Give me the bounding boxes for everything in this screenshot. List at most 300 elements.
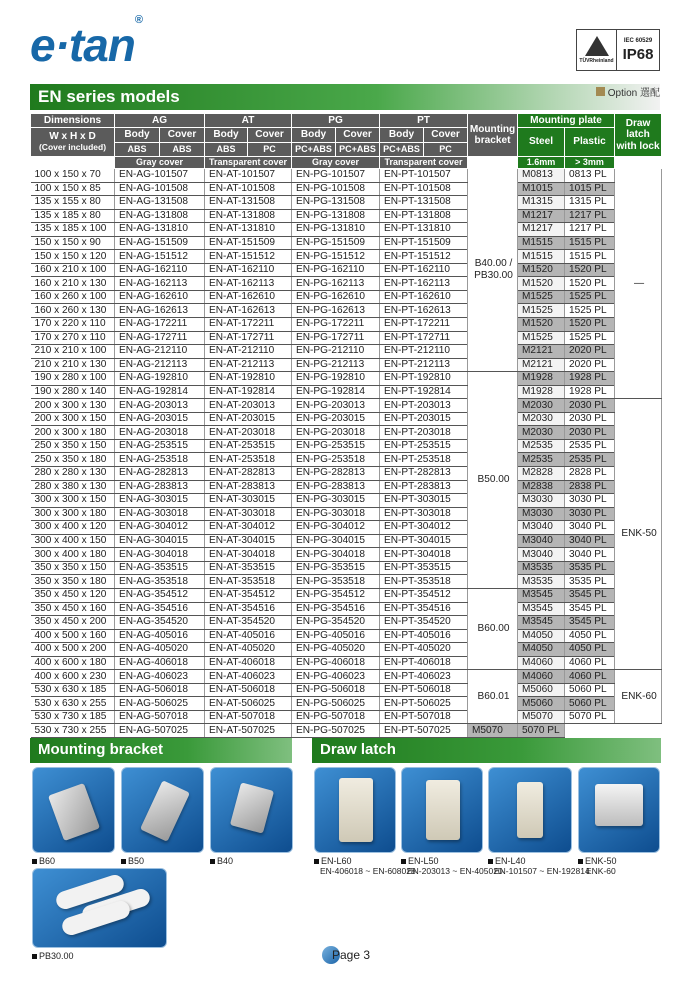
steel-plate-cell: M3030 <box>518 507 565 521</box>
ag-model-cell: EN-AG-131508 <box>115 196 205 210</box>
pt-model-cell: EN-PT-192814 <box>380 385 468 399</box>
pg-model-cell: EN-PG-131508 <box>292 196 380 210</box>
latch-en-l60-photo <box>314 767 396 853</box>
steel-plate-cell: M2121 <box>518 358 565 372</box>
pg-model-cell: EN-PG-203013 <box>292 399 380 413</box>
header-pt: PT <box>380 114 468 128</box>
latch-enk-photo <box>578 767 660 853</box>
steel-plate-cell: M1520 <box>518 318 565 332</box>
draw-latch-cell: ENK-60 <box>615 670 662 724</box>
mounting-bracket-cell: B60.00 <box>468 588 518 669</box>
at-model-cell: EN-AT-162613 <box>205 304 292 318</box>
dimension-cell: 200 x 300 x 130 <box>31 399 115 413</box>
steel-plate-cell: M1525 <box>518 290 565 304</box>
at-model-cell: EN-AT-151512 <box>205 250 292 264</box>
plastic-plate-cell: 1928 PL <box>565 385 615 399</box>
caption-b50: B50 <box>121 856 144 866</box>
table-row <box>31 683 662 697</box>
header-pg-body: Body <box>292 128 336 143</box>
table-row <box>31 385 662 399</box>
dimension-cell: 400 x 600 x 230 <box>31 670 115 684</box>
table-row <box>31 629 662 643</box>
table-row <box>31 290 662 304</box>
table-row <box>31 345 662 359</box>
pt-model-cell: EN-PT-354516 <box>380 602 468 616</box>
at-model-cell: EN-AT-354512 <box>205 588 292 602</box>
pg-model-cell: EN-PG-303015 <box>292 494 380 508</box>
draw-latch-cell: — <box>615 169 662 399</box>
plastic-plate-cell: 1525 PL <box>565 304 615 318</box>
draw-latch-title: Draw latch <box>312 738 661 763</box>
steel-plate-cell: M3535 <box>518 561 565 575</box>
dimension-cell: 170 x 220 x 110 <box>31 318 115 332</box>
plastic-plate-cell: 1520 PL <box>565 277 615 291</box>
dimension-cell: 160 x 260 x 100 <box>31 290 115 304</box>
steel-plate-cell: M3545 <box>518 616 565 630</box>
ag-model-cell: EN-AG-131810 <box>115 223 205 237</box>
header-dimensions: Dimensions <box>31 114 115 128</box>
dimension-cell: 350 x 450 x 160 <box>31 602 115 616</box>
ag-model-cell: EN-AG-101507 <box>115 169 205 183</box>
pg-model-cell: EN-PG-353515 <box>292 561 380 575</box>
header-at: AT <box>205 114 292 128</box>
mounting-bracket-cell: B50.00 <box>468 372 518 589</box>
plastic-plate-cell: 1217 PL <box>565 209 615 223</box>
header-pg-body-material: PC+ABS <box>292 143 336 157</box>
dimension-cell: 200 x 300 x 180 <box>31 426 115 440</box>
header-transparent-cover-pt: Transparent cover <box>380 157 468 169</box>
steel-plate-cell: M2535 <box>518 439 565 453</box>
ag-model-cell: EN-AG-406018 <box>115 656 205 670</box>
steel-plate-cell: M4060 <box>518 670 565 684</box>
header-mounting-bracket: Mounting bracket <box>468 114 518 157</box>
dimension-cell: 250 x 350 x 180 <box>31 453 115 467</box>
pt-model-cell: EN-PT-101508 <box>380 182 468 196</box>
header-steel: Steel <box>518 128 565 157</box>
dimension-cell: 250 x 350 x 150 <box>31 439 115 453</box>
header-draw-latch: Draw latch with lock <box>615 114 662 157</box>
caption-b60: B60 <box>32 856 55 866</box>
plastic-plate-cell: 2828 PL <box>565 467 615 481</box>
pg-model-cell: EN-PG-162613 <box>292 304 380 318</box>
header-at-body: Body <box>205 128 248 143</box>
etan-logo: e·tan® <box>30 13 143 71</box>
plastic-plate-cell: 0813 PL <box>565 169 615 183</box>
dimension-cell: 530 x 630 x 255 <box>31 697 115 711</box>
steel-plate-cell: M3545 <box>518 588 565 602</box>
ag-model-cell: EN-AG-506018 <box>115 683 205 697</box>
at-model-cell: EN-AT-507025 <box>205 724 292 738</box>
at-model-cell: EN-AT-162110 <box>205 263 292 277</box>
steel-plate-cell: M3030 <box>518 494 565 508</box>
steel-plate-cell: M1525 <box>518 304 565 318</box>
steel-plate-cell: M3545 <box>518 602 565 616</box>
dimension-cell: 135 x 185 x 80 <box>31 209 115 223</box>
at-model-cell: EN-AT-172711 <box>205 331 292 345</box>
at-model-cell: EN-AT-192814 <box>205 385 292 399</box>
mounting-bracket-title: Mounting bracket <box>30 738 292 763</box>
steel-plate-cell: M4050 <box>518 629 565 643</box>
at-model-cell: EN-AT-162113 <box>205 277 292 291</box>
latch-en-l40-photo <box>488 767 572 853</box>
ag-model-cell: EN-AG-353515 <box>115 561 205 575</box>
plastic-plate-cell: 3030 PL <box>565 507 615 521</box>
plastic-plate-cell: 5060 PL <box>565 683 615 697</box>
pt-model-cell: EN-PT-212113 <box>380 358 468 372</box>
page-number: Page 3 <box>322 946 370 964</box>
dimension-cell: 530 x 630 x 185 <box>31 683 115 697</box>
table-row <box>31 439 662 453</box>
plastic-plate-cell: 2838 PL <box>565 480 615 494</box>
pg-model-cell: EN-PG-303018 <box>292 507 380 521</box>
steel-plate-cell: M2838 <box>518 480 565 494</box>
pt-model-cell: EN-PT-151512 <box>380 250 468 264</box>
header-gray-cover-ag: Gray cover <box>115 157 205 169</box>
dimension-cell: 135 x 155 x 80 <box>31 196 115 210</box>
steel-plate-cell: M2030 <box>518 426 565 440</box>
steel-plate-cell: M1515 <box>518 236 565 250</box>
pg-model-cell: EN-PG-172211 <box>292 318 380 332</box>
dimension-cell: 300 x 300 x 150 <box>31 494 115 508</box>
pg-model-cell: EN-PG-151509 <box>292 236 380 250</box>
at-model-cell: EN-AT-151509 <box>205 236 292 250</box>
dimension-cell: 100 x 150 x 70 <box>31 169 115 183</box>
dimension-cell: 160 x 260 x 130 <box>31 304 115 318</box>
at-model-cell: EN-AT-354516 <box>205 602 292 616</box>
dimension-cell: 100 x 150 x 85 <box>31 182 115 196</box>
ag-model-cell: EN-AG-405016 <box>115 629 205 643</box>
table-row <box>31 670 662 684</box>
pg-model-cell: EN-PG-354512 <box>292 588 380 602</box>
plastic-plate-cell: 1525 PL <box>565 290 615 304</box>
ag-model-cell: EN-AG-303015 <box>115 494 205 508</box>
ag-model-cell: EN-AG-354516 <box>115 602 205 616</box>
option-legend: Option 選配 <box>596 84 660 99</box>
plastic-plate-cell: 3535 PL <box>565 561 615 575</box>
header-ag: AG <box>115 114 205 128</box>
pg-model-cell: EN-PG-101507 <box>292 169 380 183</box>
pt-model-cell: EN-PT-203013 <box>380 399 468 413</box>
pg-model-cell: EN-PG-101508 <box>292 182 380 196</box>
ag-model-cell: EN-AG-507025 <box>115 724 205 738</box>
steel-plate-cell: M4060 <box>518 656 565 670</box>
pg-model-cell: EN-PG-405020 <box>292 643 380 657</box>
ag-model-cell: EN-AG-253518 <box>115 453 205 467</box>
ag-model-cell: EN-AG-131808 <box>115 209 205 223</box>
dimension-cell: 210 x 210 x 130 <box>31 358 115 372</box>
header-ag-body: Body <box>115 128 160 143</box>
ag-model-cell: EN-AG-406023 <box>115 670 205 684</box>
at-model-cell: EN-AT-406018 <box>205 656 292 670</box>
ag-model-cell: EN-AG-507018 <box>115 710 205 724</box>
steel-plate-cell: M2121 <box>518 345 565 359</box>
plastic-plate-cell: 2020 PL <box>565 358 615 372</box>
plastic-plate-cell: 2030 PL <box>565 412 615 426</box>
ag-model-cell: EN-AG-283813 <box>115 480 205 494</box>
pt-model-cell: EN-PT-303015 <box>380 494 468 508</box>
pg-model-cell: EN-PG-406023 <box>292 670 380 684</box>
ag-model-cell: EN-AG-353518 <box>115 575 205 589</box>
header-ag-body-material: ABS <box>115 143 160 157</box>
table-row <box>31 263 662 277</box>
pt-model-cell: EN-PT-282813 <box>380 467 468 481</box>
header-steel-thickness: 1.6mm <box>518 157 565 169</box>
plastic-plate-cell: 5070 PL <box>565 710 615 724</box>
pt-model-cell: EN-PT-304012 <box>380 521 468 535</box>
plastic-plate-cell: 5060 PL <box>565 697 615 711</box>
pt-model-cell: EN-PT-101507 <box>380 169 468 183</box>
pg-model-cell: EN-PG-353518 <box>292 575 380 589</box>
plastic-plate-cell: 3535 PL <box>565 575 615 589</box>
ag-model-cell: EN-AG-162110 <box>115 263 205 277</box>
pt-model-cell: EN-PT-131808 <box>380 209 468 223</box>
plastic-plate-cell: 3040 PL <box>565 534 615 548</box>
pt-model-cell: EN-PT-253518 <box>380 453 468 467</box>
ag-model-cell: EN-AG-172211 <box>115 318 205 332</box>
table-row <box>31 236 662 250</box>
steel-plate-cell: M2030 <box>518 412 565 426</box>
pt-model-cell: EN-PT-172711 <box>380 331 468 345</box>
at-model-cell: EN-AT-507018 <box>205 710 292 724</box>
dimension-cell: 400 x 600 x 180 <box>31 656 115 670</box>
bracket-b50-photo <box>121 767 204 853</box>
models-table <box>30 113 662 738</box>
table-row <box>31 358 662 372</box>
steel-plate-cell: M1515 <box>518 250 565 264</box>
ag-model-cell: EN-AG-151509 <box>115 236 205 250</box>
steel-plate-cell: M1928 <box>518 372 565 386</box>
latch-en-l50-photo <box>401 767 483 853</box>
pt-model-cell: EN-PT-283813 <box>380 480 468 494</box>
pt-model-cell: EN-PT-405016 <box>380 629 468 643</box>
steel-plate-cell: M5070 <box>468 724 518 738</box>
pt-model-cell: EN-PT-507025 <box>380 724 468 738</box>
pt-model-cell: EN-PT-507018 <box>380 710 468 724</box>
iec-label: IEC 60529 <box>623 37 653 44</box>
at-model-cell: EN-AT-304018 <box>205 548 292 562</box>
pg-model-cell: EN-PG-253518 <box>292 453 380 467</box>
pg-model-cell: EN-PG-203018 <box>292 426 380 440</box>
table-row <box>31 480 662 494</box>
dimension-cell: 300 x 400 x 120 <box>31 521 115 535</box>
pt-model-cell: EN-PT-353518 <box>380 575 468 589</box>
dimension-cell: 170 x 270 x 110 <box>31 331 115 345</box>
at-model-cell: EN-AT-405016 <box>205 629 292 643</box>
at-model-cell: EN-AT-353518 <box>205 575 292 589</box>
draw-latch-cell: ENK-50 <box>615 399 662 670</box>
mounting-bracket-cell: B40.00 / PB30.00 <box>468 169 518 372</box>
ag-model-cell: EN-AG-304015 <box>115 534 205 548</box>
pg-model-cell: EN-PG-151512 <box>292 250 380 264</box>
pg-model-cell: EN-PG-282813 <box>292 467 380 481</box>
pt-model-cell: EN-PT-354520 <box>380 616 468 630</box>
plastic-plate-cell: 3030 PL <box>565 494 615 508</box>
ag-model-cell: EN-AG-354512 <box>115 588 205 602</box>
table-row <box>31 521 662 535</box>
pg-model-cell: EN-PG-131810 <box>292 223 380 237</box>
pt-model-cell: EN-PT-162610 <box>380 290 468 304</box>
plastic-plate-cell: 2535 PL <box>565 439 615 453</box>
dimension-cell: 350 x 350 x 180 <box>31 575 115 589</box>
steel-plate-cell: M1525 <box>518 331 565 345</box>
header-plastic-thickness: > 3mm <box>565 157 615 169</box>
at-model-cell: EN-AT-353515 <box>205 561 292 575</box>
caption-b40: B40 <box>210 856 233 866</box>
option-swatch-icon <box>596 87 605 96</box>
ag-model-cell: EN-AG-192810 <box>115 372 205 386</box>
range-en-l60: EN-406018 ~ EN-608028 <box>320 866 416 876</box>
plastic-plate-cell: 1525 PL <box>565 331 615 345</box>
steel-plate-cell: M1315 <box>518 196 565 210</box>
pt-model-cell: EN-PT-354512 <box>380 588 468 602</box>
table-row <box>31 602 662 616</box>
pt-model-cell: EN-PT-253515 <box>380 439 468 453</box>
plastic-plate-cell: 1217 PL <box>565 223 615 237</box>
header-pg-cover-material: PC+ABS <box>336 143 380 157</box>
at-model-cell: EN-AT-253515 <box>205 439 292 453</box>
dimension-cell: 280 x 280 x 130 <box>31 467 115 481</box>
table-row <box>31 467 662 481</box>
caption-en-l60: EN-L60 <box>314 856 352 866</box>
plastic-plate-cell: 3040 PL <box>565 548 615 562</box>
header-pg: PG <box>292 114 380 128</box>
range-en-l40: EN-101507 ~ EN-192814 <box>494 866 590 876</box>
table-row <box>31 182 662 196</box>
header-ag-cover-material: ABS <box>160 143 205 157</box>
header-at-cover-material: PC <box>248 143 292 157</box>
at-model-cell: EN-AT-406023 <box>205 670 292 684</box>
at-model-cell: EN-AT-192810 <box>205 372 292 386</box>
dimension-cell: 530 x 730 x 185 <box>31 710 115 724</box>
table-row <box>31 656 662 670</box>
at-model-cell: EN-AT-282813 <box>205 467 292 481</box>
steel-plate-cell: M2030 <box>518 399 565 413</box>
steel-plate-cell: M5060 <box>518 697 565 711</box>
pt-model-cell: EN-PT-406023 <box>380 670 468 684</box>
pt-model-cell: EN-PT-162613 <box>380 304 468 318</box>
header-at-body-material: ABS <box>205 143 248 157</box>
steel-plate-cell: M1520 <box>518 277 565 291</box>
pt-model-cell: EN-PT-506018 <box>380 683 468 697</box>
table-row <box>31 169 662 183</box>
ag-model-cell: EN-AG-304018 <box>115 548 205 562</box>
dimension-cell: 210 x 210 x 100 <box>31 345 115 359</box>
table-row <box>31 209 662 223</box>
caption-en-l40: EN-L40 <box>488 856 526 866</box>
pg-model-cell: EN-PG-131808 <box>292 209 380 223</box>
pg-model-cell: EN-PG-304015 <box>292 534 380 548</box>
pg-model-cell: EN-PG-253515 <box>292 439 380 453</box>
ag-model-cell: EN-AG-101508 <box>115 182 205 196</box>
table-row <box>31 399 662 413</box>
range-en-l50: EN-203013 ~ EN-405020 <box>407 866 503 876</box>
steel-plate-cell: M3040 <box>518 534 565 548</box>
bracket-b60-photo <box>32 767 115 853</box>
table-row <box>31 223 662 237</box>
steel-plate-cell: M1520 <box>518 263 565 277</box>
at-model-cell: EN-AT-203013 <box>205 399 292 413</box>
table-row <box>31 277 662 291</box>
pg-model-cell: EN-PG-405016 <box>292 629 380 643</box>
plastic-plate-cell: 1315 PL <box>565 196 615 210</box>
pg-model-cell: EN-PG-162610 <box>292 290 380 304</box>
ag-model-cell: EN-AG-203018 <box>115 426 205 440</box>
pt-model-cell: EN-PT-203018 <box>380 426 468 440</box>
at-model-cell: EN-AT-101508 <box>205 182 292 196</box>
pg-model-cell: EN-PG-354516 <box>292 602 380 616</box>
plastic-plate-cell: 4060 PL <box>565 670 615 684</box>
steel-plate-cell: M1217 <box>518 209 565 223</box>
ag-model-cell: EN-AG-212113 <box>115 358 205 372</box>
mounting-bracket-cell: B60.01 <box>468 670 518 724</box>
at-model-cell: EN-AT-304012 <box>205 521 292 535</box>
at-model-cell: EN-AT-303018 <box>205 507 292 521</box>
pt-model-cell: EN-PT-203015 <box>380 412 468 426</box>
at-model-cell: EN-AT-212110 <box>205 345 292 359</box>
table-row <box>31 318 662 332</box>
pt-model-cell: EN-PT-304015 <box>380 534 468 548</box>
ag-model-cell: EN-AG-151512 <box>115 250 205 264</box>
at-model-cell: EN-AT-354520 <box>205 616 292 630</box>
pt-model-cell: EN-PT-303018 <box>380 507 468 521</box>
dimension-cell: 200 x 300 x 150 <box>31 412 115 426</box>
pg-model-cell: EN-PG-506025 <box>292 697 380 711</box>
pt-model-cell: EN-PT-151509 <box>380 236 468 250</box>
ag-model-cell: EN-AG-354520 <box>115 616 205 630</box>
table-row <box>31 643 662 657</box>
plastic-plate-cell: 3545 PL <box>565 588 615 602</box>
header-gray-cover-pg: Gray cover <box>292 157 380 169</box>
ip68-certification-badge <box>576 29 660 71</box>
ag-model-cell: EN-AG-212110 <box>115 345 205 359</box>
dimension-cell: 530 x 730 x 255 <box>31 724 115 738</box>
ag-model-cell: EN-AG-405020 <box>115 643 205 657</box>
table-row <box>31 372 662 386</box>
ag-model-cell: EN-AG-203013 <box>115 399 205 413</box>
caption-pb30: PB30.00 <box>32 951 74 961</box>
dimension-cell: 150 x 150 x 120 <box>31 250 115 264</box>
at-model-cell: EN-AT-506025 <box>205 697 292 711</box>
ip-rating: IP68 <box>622 45 654 63</box>
plastic-plate-cell: 4060 PL <box>565 656 615 670</box>
pt-model-cell: EN-PT-131810 <box>380 223 468 237</box>
table-row <box>31 724 662 738</box>
pt-model-cell: EN-PT-162113 <box>380 277 468 291</box>
at-model-cell: EN-AT-101507 <box>205 169 292 183</box>
pg-model-cell: EN-PG-162113 <box>292 277 380 291</box>
plastic-plate-cell: 4050 PL <box>565 643 615 657</box>
header-pg-cover: Cover <box>336 128 380 143</box>
ag-model-cell: EN-AG-203015 <box>115 412 205 426</box>
header-mounting-plate: Mounting plate <box>518 114 615 128</box>
ag-model-cell: EN-AG-253515 <box>115 439 205 453</box>
dimension-cell: 135 x 185 x 100 <box>31 223 115 237</box>
pt-model-cell: EN-PT-212110 <box>380 345 468 359</box>
table-row <box>31 304 662 318</box>
steel-plate-cell: M0813 <box>518 169 565 183</box>
plastic-plate-cell: 3545 PL <box>565 616 615 630</box>
ag-model-cell: EN-AG-192814 <box>115 385 205 399</box>
table-row <box>31 616 662 630</box>
dimension-cell: 350 x 450 x 200 <box>31 616 115 630</box>
ag-model-cell: EN-AG-162613 <box>115 304 205 318</box>
pg-model-cell: EN-PG-507025 <box>292 724 380 738</box>
steel-plate-cell: M2828 <box>518 467 565 481</box>
plastic-plate-cell: 5070 PL <box>518 724 565 738</box>
pg-model-cell: EN-PG-162110 <box>292 263 380 277</box>
pg-model-cell: EN-PG-354520 <box>292 616 380 630</box>
at-model-cell: EN-AT-253518 <box>205 453 292 467</box>
